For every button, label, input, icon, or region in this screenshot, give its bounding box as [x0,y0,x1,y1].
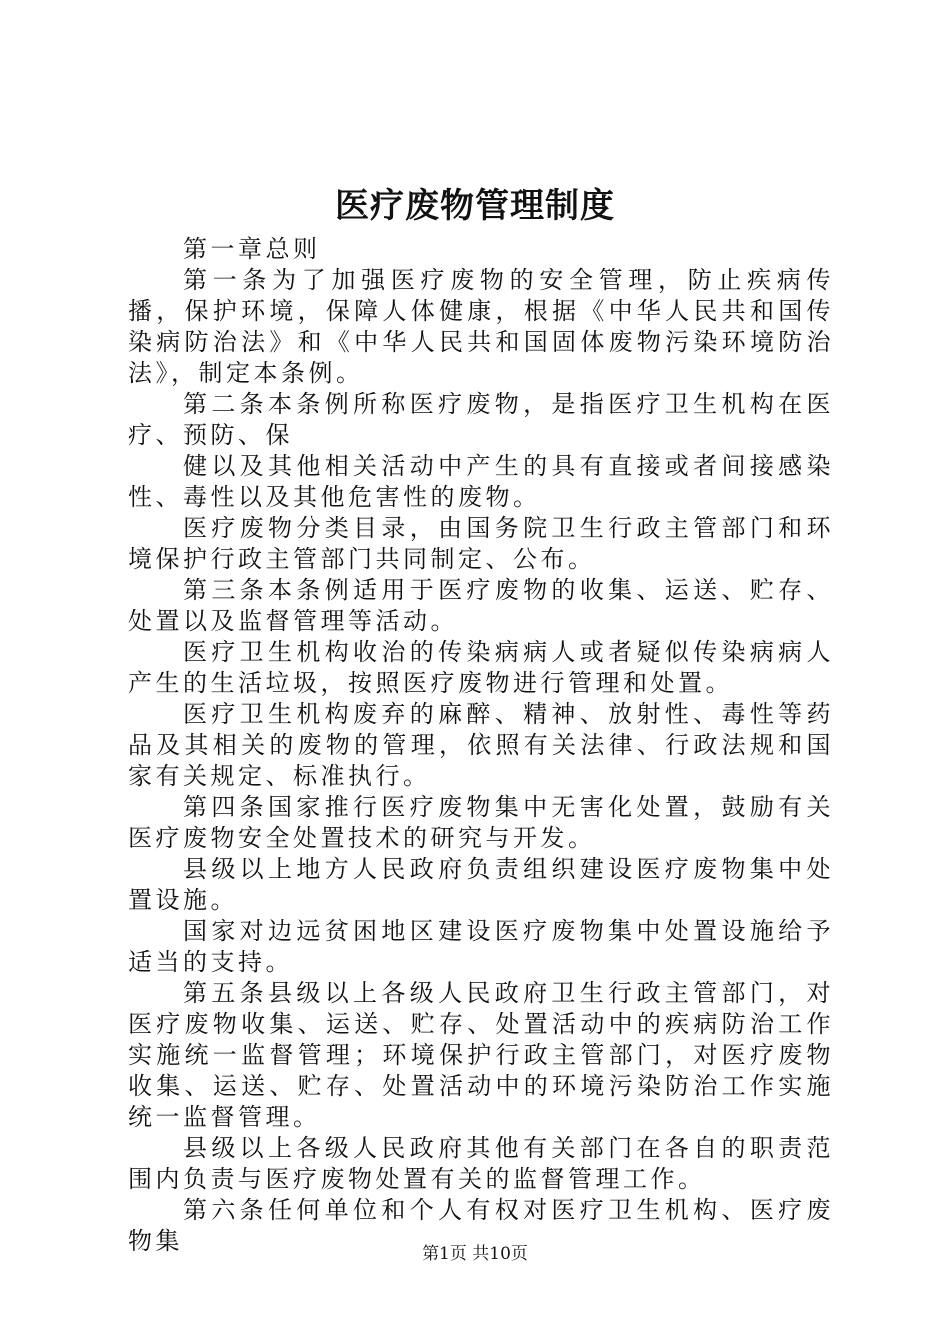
paragraph-article-5: 第五条县级以上各级人民政府卫生行政主管部门，对医疗废物收集、运送、贮存、处置活动中的疾病防治工作实施统一监督管理；环境保护行政主管部门，对医疗废物收集、运送、贮存、处置活动中的环境污染防治工作实施统一监督管理。 [128,979,834,1131]
paragraph-poor-areas: 国家对边远贫困地区建设医疗废物集中处置设施给予适当的支持。 [128,917,834,976]
paragraph-other-departments: 县级以上各级人民政府其他有关部门在各自的职责范围内负责与医疗废物处置有关的监督管理工作。 [128,1134,834,1193]
paragraph-article-2: 第二条本条例所称医疗废物，是指医疗卫生机构在医疗、预防、保 [128,390,834,449]
paragraph-drugs: 医疗卫生机构废弃的麻醉、精神、放射性、毒性等药品及其相关的废物的管理，依照有关法律、行政法规和国家有关规定、标准执行。 [128,700,834,790]
paragraph-household-waste: 医疗卫生机构收治的传染病病人或者疑似传染病病人产生的生活垃圾，按照医疗废物进行管理和处置。 [128,638,834,697]
paragraph-catalog: 医疗废物分类目录，由国务院卫生行政主管部门和环境保护行政主管部门共同制定、公布。 [128,514,834,573]
paragraph-article-4: 第四条国家推行医疗废物集中无害化处置，鼓励有关医疗废物安全处置技术的研究与开发。 [128,793,834,852]
paragraph-article-1: 第一条为了加强医疗废物的安全管理，防止疾病传播，保护环境，保障人体健康，根据《中华人民共和国传染病防治法》和《中华人民共和国固体废物污染环境防治法》，制定本条例。 [128,266,834,387]
chapter-heading: 第一章总则 [183,235,321,263]
page-number-footer: 第1页 共10页 [422,1244,528,1264]
paragraph-article-6: 第六条任何单位和个人有权对医疗卫生机构、医疗废物集 [128,1196,834,1255]
paragraph-local-government: 县级以上地方人民政府负责组织建设医疗废物集中处置设施。 [128,855,834,914]
document-title: 医疗废物管理制度 [335,186,615,226]
document-body [128,234,834,1257]
paragraph-article-3: 第三条本条例适用于医疗废物的收集、运送、贮存、处置以及监督管理等活动。 [128,576,834,635]
paragraph-article-2-cont: 健以及其他相关活动中产生的具有直接或者间接感染性、毒性以及其他危害性的废物。 [128,452,834,511]
